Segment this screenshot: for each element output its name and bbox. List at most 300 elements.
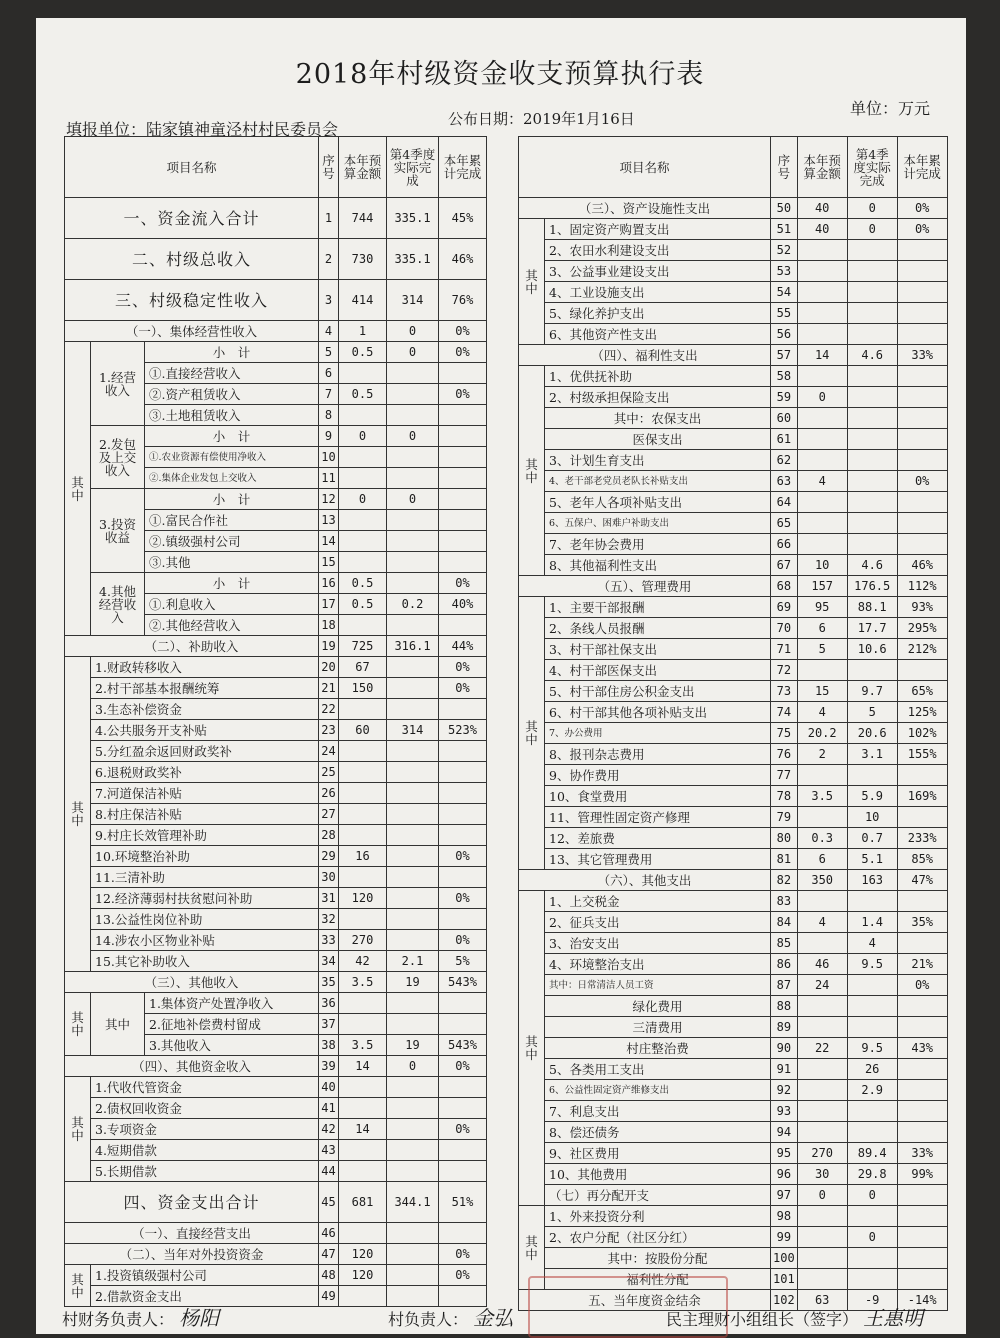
cumulative-value: 45% [439, 198, 487, 239]
cumulative-value: 0% [439, 1056, 487, 1077]
expense-table [518, 136, 948, 1311]
table-row [65, 1119, 487, 1140]
q4-value [847, 1122, 897, 1143]
budget-value [339, 405, 387, 426]
q4-value [387, 930, 439, 951]
row-number: 66 [771, 534, 798, 555]
budget-value [339, 762, 387, 783]
budget-value: 14 [339, 1056, 387, 1077]
q4-value [387, 531, 439, 552]
budget-value [797, 366, 847, 387]
row-label: 10、食堂费用 [545, 786, 771, 807]
budget-value: 3.5 [339, 972, 387, 993]
budget-value: 270 [339, 930, 387, 951]
row-label: ①.农业资源有偿使用净收入 [145, 447, 319, 468]
row-number: 89 [771, 1017, 798, 1038]
unit-label: 单位：万元 [849, 99, 930, 118]
cumulative-value [439, 741, 487, 762]
row-number: 9 [319, 426, 339, 447]
q4-value: 316.1 [387, 636, 439, 657]
cumulative-value [897, 492, 947, 513]
cumulative-value [439, 1161, 487, 1182]
table-row [519, 387, 948, 408]
budget-value [797, 765, 847, 786]
row-number: 34 [319, 951, 339, 972]
budget-value [797, 807, 847, 828]
row-label: 5、各类用工支出 [545, 1059, 771, 1080]
row-number: 33 [319, 930, 339, 951]
cumulative-value: 0% [439, 930, 487, 951]
cumulative-value [897, 1080, 947, 1101]
row-number: 83 [771, 891, 798, 912]
budget-value [797, 1017, 847, 1038]
row-number: 102 [771, 1290, 798, 1311]
row-number: 97 [771, 1185, 798, 1206]
budget-value [339, 825, 387, 846]
q4-value: 5.9 [847, 786, 897, 807]
group-label: 其中 [65, 657, 91, 972]
table-row [519, 471, 948, 492]
q4-value: 19 [387, 1035, 439, 1056]
q4-value [847, 366, 897, 387]
budget-value: 414 [339, 280, 387, 321]
table-row [65, 741, 487, 762]
q4-value [387, 678, 439, 699]
q4-value [847, 471, 897, 492]
cumulative-value [439, 1223, 487, 1244]
q4-value [387, 699, 439, 720]
table-row [519, 1227, 948, 1248]
row-number: 20 [319, 657, 339, 678]
row-number: 62 [771, 450, 798, 471]
cumulative-value [897, 1059, 947, 1080]
cumulative-value: 0% [439, 657, 487, 678]
q4-value [387, 1119, 439, 1140]
row-label: 其中：农保支出 [545, 408, 771, 429]
budget-value [339, 510, 387, 531]
row-number: 4 [319, 321, 339, 342]
header-q4: 第4季度实际完成 [387, 137, 439, 198]
publish-date: 公布日期：2019年1月16日 [448, 110, 635, 128]
table-row [65, 239, 487, 280]
budget-value [797, 1101, 847, 1122]
cumulative-value: 99% [897, 1164, 947, 1185]
q4-value [847, 534, 897, 555]
row-label: 2、条线人员报酬 [545, 618, 771, 639]
q4-value [847, 450, 897, 471]
table-row [65, 993, 487, 1014]
table-row [519, 534, 948, 555]
row-label: 2、农田水利建设支出 [545, 240, 771, 261]
cumulative-value: 40% [439, 594, 487, 615]
row-number: 42 [319, 1119, 339, 1140]
row-number: 58 [771, 366, 798, 387]
q4-value: 0 [387, 1056, 439, 1077]
cumulative-value [897, 429, 947, 450]
q4-value: 10.6 [847, 639, 897, 660]
table-row [519, 1080, 948, 1101]
row-number: 85 [771, 933, 798, 954]
row-label: 6、五保户、困难户补助支出 [545, 513, 771, 534]
row-label: 3.生态补偿资金 [91, 699, 319, 720]
row-number: 91 [771, 1059, 798, 1080]
budget-value [797, 933, 847, 954]
row-number: 99 [771, 1227, 798, 1248]
row-number: 82 [771, 870, 798, 891]
row-number: 53 [771, 261, 798, 282]
row-label: 三、村级稳定性收入 [65, 280, 319, 321]
q4-value: 314 [387, 280, 439, 321]
team-signature: 王惠明 [863, 1306, 924, 1330]
table-row [65, 783, 487, 804]
group-label: 2.发包及上交收入 [91, 426, 145, 489]
cumulative-value: 44% [439, 636, 487, 657]
budget-value: 4 [797, 471, 847, 492]
table-row [519, 219, 948, 240]
cumulative-value: 0% [439, 888, 487, 909]
cumulative-value [897, 1017, 947, 1038]
q4-value [847, 660, 897, 681]
table-row [65, 699, 487, 720]
row-label: 1.财政转移收入 [91, 657, 319, 678]
row-number: 50 [771, 198, 798, 219]
budget-value: 3.5 [797, 786, 847, 807]
row-label: 6.退税财政奖补 [91, 762, 319, 783]
q4-value [847, 1269, 897, 1290]
budget-value: 0 [797, 1185, 847, 1206]
row-label: 1.集体资产处置净收入 [145, 993, 319, 1014]
row-label: 3、治安支出 [545, 933, 771, 954]
cumulative-value [897, 1101, 947, 1122]
group-label: 其中 [65, 1077, 91, 1182]
row-number: 64 [771, 492, 798, 513]
cumulative-value [439, 804, 487, 825]
budget-value [797, 1248, 847, 1269]
table-row [519, 1038, 948, 1059]
table-row [65, 720, 487, 741]
row-label: ③.土地租赁收入 [145, 405, 319, 426]
q4-value [847, 996, 897, 1017]
cumulative-value: 47% [897, 870, 947, 891]
cumulative-value [439, 531, 487, 552]
budget-value: 5 [797, 639, 847, 660]
cumulative-value: 65% [897, 681, 947, 702]
cumulative-value: 169% [897, 786, 947, 807]
row-number: 22 [319, 699, 339, 720]
cumulative-value [439, 426, 487, 447]
row-label: （五）、管理费用 [519, 576, 771, 597]
cumulative-value [439, 405, 487, 426]
q4-value: 9.7 [847, 681, 897, 702]
table-row [65, 342, 487, 363]
budget-value: 6 [797, 849, 847, 870]
row-number: 79 [771, 807, 798, 828]
row-label: 4、环境整治支出 [545, 954, 771, 975]
table-row [519, 744, 948, 765]
row-number: 75 [771, 723, 798, 744]
q4-value: 163 [847, 870, 897, 891]
cumulative-value [897, 450, 947, 471]
row-label: 4.公共服务开支补贴 [91, 720, 319, 741]
row-label: 三清费用 [545, 1017, 771, 1038]
row-number: 30 [319, 867, 339, 888]
row-number: 77 [771, 765, 798, 786]
row-number: 15 [319, 552, 339, 573]
budget-value: 67 [339, 657, 387, 678]
budget-value [797, 324, 847, 345]
q4-value [387, 741, 439, 762]
budget-value [797, 261, 847, 282]
budget-value [797, 660, 847, 681]
row-number: 60 [771, 408, 798, 429]
row-number: 87 [771, 975, 798, 996]
group-label: 其中 [519, 891, 545, 1206]
row-number: 41 [319, 1098, 339, 1119]
row-number: 55 [771, 303, 798, 324]
row-number: 70 [771, 618, 798, 639]
table-row [519, 366, 948, 387]
row-number: 38 [319, 1035, 339, 1056]
q4-value [387, 1077, 439, 1098]
row-number: 8 [319, 405, 339, 426]
table-row [65, 867, 487, 888]
table-row [65, 1140, 487, 1161]
cumulative-value [897, 387, 947, 408]
table-row [519, 492, 948, 513]
row-label: 其中：日常清洁人员工资 [545, 975, 771, 996]
row-number: 27 [319, 804, 339, 825]
table-row [519, 261, 948, 282]
row-number: 81 [771, 849, 798, 870]
budget-value [339, 615, 387, 636]
budget-value [797, 1269, 847, 1290]
row-number: 80 [771, 828, 798, 849]
q4-value [387, 552, 439, 573]
q4-value: 4.6 [847, 345, 897, 366]
cumulative-value: 0% [897, 471, 947, 492]
row-label: 村庄整治费 [545, 1038, 771, 1059]
table-row [519, 576, 948, 597]
row-number: 101 [771, 1269, 798, 1290]
row-number: 74 [771, 702, 798, 723]
row-number: 35 [319, 972, 339, 993]
cumulative-value: 0% [439, 321, 487, 342]
table-row [65, 972, 487, 993]
q4-value [387, 468, 439, 489]
cumulative-value [897, 408, 947, 429]
team-label: 民主理财小组组长（签字） [666, 1310, 859, 1329]
table-row [519, 849, 948, 870]
cumulative-value: -14% [897, 1290, 947, 1311]
row-label: ②.集体企业发包上交收入 [145, 468, 319, 489]
row-number: 92 [771, 1080, 798, 1101]
row-label: 2.债权回收资金 [91, 1098, 319, 1119]
q4-value [387, 909, 439, 930]
row-number: 78 [771, 786, 798, 807]
budget-value [797, 1059, 847, 1080]
table-row [65, 489, 487, 510]
table-row [65, 198, 487, 239]
budget-value [797, 408, 847, 429]
row-label: 1.代收代管资金 [91, 1077, 319, 1098]
cumulative-value: 112% [897, 576, 947, 597]
q4-value [387, 888, 439, 909]
q4-value [387, 1265, 439, 1286]
budget-value [797, 891, 847, 912]
row-label: （二）、当年对外投资资金 [65, 1244, 319, 1265]
row-label: 2、村级承担保险支出 [545, 387, 771, 408]
q4-value: 3.1 [847, 744, 897, 765]
cumulative-value [439, 489, 487, 510]
row-label: 7、老年协会费用 [545, 534, 771, 555]
cumulative-value [439, 552, 487, 573]
table-row [65, 762, 487, 783]
q4-value: 0 [387, 489, 439, 510]
row-number: 16 [319, 573, 339, 594]
table-row [519, 765, 948, 786]
group-label: 1.经营收入 [91, 342, 145, 426]
budget-value: 157 [797, 576, 847, 597]
q4-value [847, 1101, 897, 1122]
budget-value: 350 [797, 870, 847, 891]
table-row [519, 1248, 948, 1269]
q4-value: 5 [847, 702, 897, 723]
q4-value: 5.1 [847, 849, 897, 870]
row-label: 11、管理性固定资产修理 [545, 807, 771, 828]
row-label: 14.涉农小区物业补贴 [91, 930, 319, 951]
row-label: 福利性分配 [545, 1269, 771, 1290]
row-label: （三）、资产设施性支出 [519, 198, 771, 219]
q4-value [387, 384, 439, 405]
table-row [519, 513, 948, 534]
group-label: 4.其他经营收入 [91, 573, 145, 636]
budget-value [339, 993, 387, 1014]
row-label: 5、绿化养护支出 [545, 303, 771, 324]
budget-value: 46 [797, 954, 847, 975]
cumulative-value [439, 1014, 487, 1035]
q4-value [387, 1244, 439, 1265]
table-row [65, 1077, 487, 1098]
table-row [519, 954, 948, 975]
cumulative-value [439, 762, 487, 783]
row-label: 4、工业设施支出 [545, 282, 771, 303]
table-row [65, 1098, 487, 1119]
cumulative-value: 523% [439, 720, 487, 741]
table-row [65, 1265, 487, 1286]
cumulative-value [439, 825, 487, 846]
row-number: 6 [319, 363, 339, 384]
row-label: 小 计 [145, 342, 319, 363]
row-label: 10、其他费用 [545, 1164, 771, 1185]
q4-value [387, 825, 439, 846]
income-table [64, 136, 487, 1307]
q4-value [847, 429, 897, 450]
row-label: 四、资金支出合计 [65, 1182, 319, 1223]
q4-value [847, 261, 897, 282]
budget-value [339, 552, 387, 573]
budget-value: 725 [339, 636, 387, 657]
row-number: 51 [771, 219, 798, 240]
row-number: 17 [319, 594, 339, 615]
cumulative-value: 43% [897, 1038, 947, 1059]
row-label: （四）、福利性支出 [519, 345, 771, 366]
table-row [65, 321, 487, 342]
row-number: 19 [319, 636, 339, 657]
row-label: 15.其它补助收入 [91, 951, 319, 972]
row-number: 40 [319, 1077, 339, 1098]
q4-value [847, 303, 897, 324]
cumulative-value [439, 510, 487, 531]
table-row [519, 429, 948, 450]
q4-value [847, 240, 897, 261]
budget-value: 14 [797, 345, 847, 366]
q4-value [387, 657, 439, 678]
table-row [65, 1056, 487, 1077]
q4-value: 19 [387, 972, 439, 993]
q4-value [387, 363, 439, 384]
q4-value [387, 762, 439, 783]
row-label: 2.借款资金支出 [91, 1286, 319, 1307]
row-number: 44 [319, 1161, 339, 1182]
budget-value [339, 447, 387, 468]
q4-value [387, 1014, 439, 1035]
budget-value: 40 [797, 198, 847, 219]
cumulative-value [439, 699, 487, 720]
row-label: 1、固定资产购置支出 [545, 219, 771, 240]
q4-value: -9 [847, 1290, 897, 1311]
cumulative-value: 295% [897, 618, 947, 639]
cumulative-value [897, 765, 947, 786]
header-no: 序号 [319, 137, 339, 198]
budget-value [797, 1080, 847, 1101]
q4-value: 10 [847, 807, 897, 828]
row-number: 88 [771, 996, 798, 1017]
cumulative-value: 0% [439, 342, 487, 363]
row-label: 6、公益性固定资产维修支出 [545, 1080, 771, 1101]
budget-value: 744 [339, 198, 387, 239]
cumulative-value [897, 513, 947, 534]
q4-value [387, 1140, 439, 1161]
q4-value: 17.7 [847, 618, 897, 639]
budget-value: 14 [339, 1119, 387, 1140]
budget-value [797, 450, 847, 471]
table-row [519, 618, 948, 639]
table-row [519, 240, 948, 261]
table-row [519, 198, 948, 219]
budget-value: 40 [797, 219, 847, 240]
row-number: 5 [319, 342, 339, 363]
row-number: 90 [771, 1038, 798, 1059]
cumulative-value [439, 993, 487, 1014]
row-number: 63 [771, 471, 798, 492]
q4-value [387, 1161, 439, 1182]
table-row [519, 324, 948, 345]
budget-value [339, 741, 387, 762]
row-label: 13.公益性岗位补助 [91, 909, 319, 930]
cumulative-value [897, 240, 947, 261]
group-label: 其中 [519, 219, 545, 345]
finance-signature: 杨阳 [179, 1306, 220, 1330]
row-number: 93 [771, 1101, 798, 1122]
budget-value: 1 [339, 321, 387, 342]
finance-label: 村财务负责人： [62, 1310, 175, 1329]
cumulative-value [897, 1122, 947, 1143]
table-row [519, 450, 948, 471]
budget-value [339, 867, 387, 888]
row-number: 94 [771, 1122, 798, 1143]
cumulative-value: 46% [439, 239, 487, 280]
header-name: 项目名称 [65, 137, 319, 198]
